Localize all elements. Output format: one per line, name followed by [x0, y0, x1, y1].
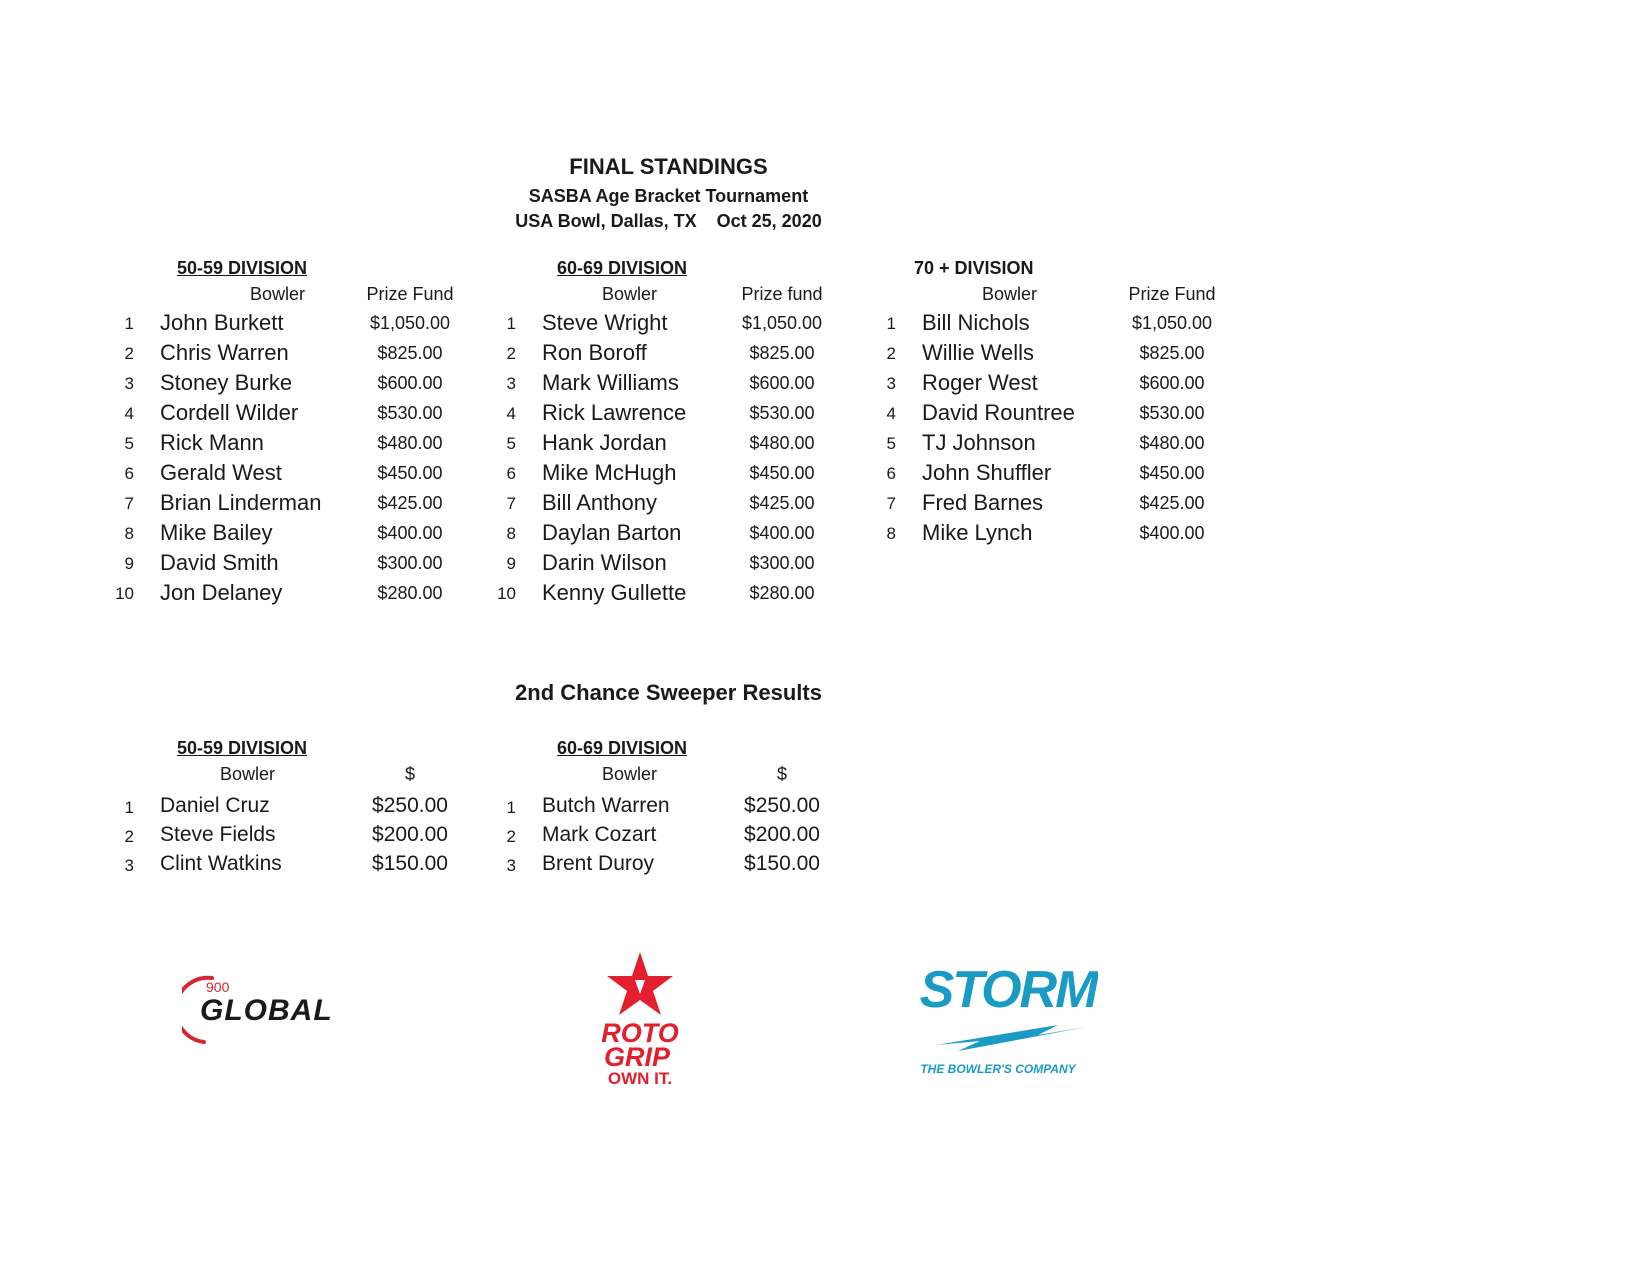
rank-number: 1: [886, 314, 896, 333]
prize-amount: $150.00: [744, 852, 820, 875]
bowler-name: Rick Lawrence: [542, 400, 687, 425]
sweeper-title: 2nd Chance Sweeper Results: [515, 680, 822, 705]
standings-row: [502, 520, 862, 548]
prize-amount: $600.00: [749, 373, 815, 393]
svg-text:ROTO: ROTO: [601, 1018, 679, 1048]
prize-amount: $300.00: [377, 553, 443, 573]
standings-row: [120, 400, 480, 428]
standings-row: [120, 823, 480, 851]
rank-number: 3: [124, 856, 134, 875]
tournament-name: SASBA Age Bracket Tournament: [528, 186, 809, 206]
bowler-name: Chris Warren: [160, 340, 289, 365]
prize-amount: $450.00: [377, 463, 443, 483]
standings-row: [882, 430, 1242, 458]
bowler-name: Roger West: [922, 370, 1038, 395]
standings-row: [502, 310, 862, 338]
prize-amount: $425.00: [377, 493, 443, 513]
rank-number: 1: [124, 798, 134, 817]
standings-row: [115, 580, 480, 608]
prize-amount: $250.00: [744, 794, 820, 817]
standings-row: [502, 823, 862, 851]
bowler-name: Rick Mann: [160, 430, 264, 455]
standings-row: [120, 460, 480, 488]
rank-number: 3: [506, 374, 516, 393]
standings-row: [882, 520, 1242, 548]
bowler-column-header: Bowler: [982, 284, 1038, 304]
bowler-name: Mike Bailey: [160, 520, 273, 545]
bowler-name: Cordell Wilder: [160, 400, 299, 425]
standings-row: [502, 430, 862, 458]
standings-row: [502, 550, 862, 578]
bowler-name: Steve Wright: [542, 310, 668, 335]
prize-amount: $280.00: [749, 583, 815, 603]
prize-column-header: Prize fund: [741, 284, 823, 304]
rank-number: 2: [506, 344, 516, 363]
prize-amount: $1,050.00: [1131, 313, 1213, 333]
rank-number: 4: [506, 404, 516, 423]
prize-amount: $280.00: [377, 583, 443, 603]
standings-row: [502, 460, 862, 488]
bowler-name: Daylan Barton: [542, 520, 682, 545]
division-title: 50-59 DIVISION: [177, 258, 308, 278]
prize-amount: $480.00: [1139, 433, 1205, 453]
prize-amount: $150.00: [372, 852, 448, 875]
bowler-name: Ron Boroff: [542, 340, 647, 365]
rank-number: 3: [506, 856, 516, 875]
division-title: 70 + DIVISION: [914, 258, 1034, 278]
bowler-name: Jon Delaney: [160, 580, 283, 605]
bowler-name: TJ Johnson: [922, 430, 1036, 455]
prize-column-header: Prize Fund: [366, 284, 454, 304]
rank-number: 2: [124, 344, 134, 363]
svg-text:GLOBAL: GLOBAL: [200, 994, 333, 1027]
prize-amount: $200.00: [744, 823, 820, 846]
standings-row: [882, 490, 1242, 518]
bowler-name: Brian Linderman: [160, 490, 322, 515]
bowler-name: Clint Watkins: [160, 852, 282, 875]
bowler-column-header: Bowler: [602, 284, 658, 304]
standings-row: [502, 490, 862, 518]
bowler-name: Mike McHugh: [542, 460, 677, 485]
rank-number: 5: [124, 434, 134, 453]
rank-number: 7: [886, 494, 896, 513]
bowler-column-header: Bowler: [220, 764, 276, 784]
prize-amount: $1,050.00: [369, 313, 451, 333]
rank-number: 10: [497, 584, 516, 603]
bowler-name: Daniel Cruz: [160, 794, 270, 817]
bowler-name: Bill Nichols: [922, 310, 1030, 335]
rank-number: 5: [886, 434, 896, 453]
standings-row: [502, 400, 862, 428]
standings-row: [120, 490, 480, 518]
bowler-name: David Rountree: [922, 400, 1075, 425]
bowler-name: John Burkett: [160, 310, 284, 335]
rank-number: 2: [886, 344, 896, 363]
roto-grip-logo: [565, 950, 715, 1085]
division-table: [502, 738, 862, 881]
rank-number: 1: [506, 798, 516, 817]
prize-column-header: $: [404, 764, 415, 784]
bowler-name: Hank Jordan: [542, 430, 667, 455]
prize-amount: $600.00: [1139, 373, 1205, 393]
bowler-name: Mark Williams: [542, 370, 679, 395]
standings-row: [120, 852, 480, 880]
division-title: 60-69 DIVISION: [557, 258, 688, 278]
rank-number: 5: [506, 434, 516, 453]
bowler-name: Darin Wilson: [542, 550, 667, 575]
prize-amount: $825.00: [1139, 343, 1205, 363]
bowler-column-header: Bowler: [250, 284, 306, 304]
standings-row: [502, 340, 862, 368]
standings-row: [120, 370, 480, 398]
rank-number: 6: [886, 464, 896, 483]
bowler-name: Willie Wells: [922, 340, 1035, 365]
prize-amount: $300.00: [749, 553, 815, 573]
rank-number: 4: [124, 404, 134, 423]
standings-row: [502, 852, 862, 880]
bowler-name: Fred Barnes: [922, 490, 1044, 515]
standings-row: [882, 310, 1242, 338]
standings-row: [502, 794, 862, 822]
division-table: [115, 258, 480, 610]
bowler-name: Brent Duroy: [542, 852, 655, 875]
standings-row: [882, 340, 1242, 368]
bowler-name: Mike Lynch: [922, 520, 1033, 545]
prize-amount: $400.00: [1139, 523, 1205, 543]
prize-amount: $825.00: [749, 343, 815, 363]
rank-number: 4: [886, 404, 896, 423]
global-900-logo: [182, 970, 362, 1050]
bowler-name: Bill Anthony: [542, 490, 657, 515]
prize-amount: $400.00: [749, 523, 815, 543]
prize-amount: $480.00: [749, 433, 815, 453]
rank-number: 7: [506, 494, 516, 513]
bowler-name: Mark Cozart: [542, 823, 657, 846]
prize-amount: $425.00: [1139, 493, 1205, 513]
bowler-name: Gerald West: [160, 460, 282, 485]
rank-number: 7: [124, 494, 134, 513]
prize-amount: $480.00: [377, 433, 443, 453]
rank-number: 8: [506, 524, 516, 543]
prize-amount: $400.00: [377, 523, 443, 543]
prize-amount: $200.00: [372, 823, 448, 846]
storm-logo-mark: [918, 955, 1098, 1080]
rank-number: 1: [124, 314, 134, 333]
rank-number: 10: [115, 584, 134, 603]
standings-row: [882, 370, 1242, 398]
standings-row: [497, 580, 862, 608]
rank-number: 2: [124, 827, 134, 846]
standings-row: [120, 430, 480, 458]
bowler-name: Steve Fields: [160, 823, 276, 846]
bowler-name: John Shuffler: [922, 460, 1052, 485]
storm-logo: [918, 955, 1098, 1080]
rank-number: 2: [506, 827, 516, 846]
bowler-name: David Smith: [160, 550, 279, 575]
prize-amount: $600.00: [377, 373, 443, 393]
prize-column-header: Prize Fund: [1128, 284, 1216, 304]
standings-row: [502, 370, 862, 398]
prize-amount: $1,050.00: [741, 313, 823, 333]
roto-grip-logo-mark: [565, 950, 715, 1085]
standings-row: [120, 310, 480, 338]
rank-number: 9: [506, 554, 516, 573]
standings-row: [120, 520, 480, 548]
prize-amount: $450.00: [1139, 463, 1205, 483]
rank-number: 6: [506, 464, 516, 483]
rank-number: 8: [886, 524, 896, 543]
standings-row: [120, 794, 480, 822]
rank-number: 3: [886, 374, 896, 393]
standings-row: [882, 460, 1242, 488]
prize-amount: $825.00: [377, 343, 443, 363]
rank-number: 3: [124, 374, 134, 393]
division-table: [882, 258, 1242, 550]
prize-amount: $450.00: [749, 463, 815, 483]
bowler-column-header: Bowler: [602, 764, 658, 784]
division-title: 60-69 DIVISION: [557, 738, 688, 758]
rank-number: 8: [124, 524, 134, 543]
bowler-name: Kenny Gullette: [542, 580, 687, 605]
rank-number: 6: [124, 464, 134, 483]
rank-number: 9: [124, 554, 134, 573]
prize-amount: $530.00: [377, 403, 443, 423]
division-title: 50-59 DIVISION: [177, 738, 308, 758]
global-900-logo-mark: [182, 970, 362, 1050]
division-table: [120, 738, 480, 881]
division-table: [497, 258, 862, 610]
page-title: FINAL STANDINGS: [569, 154, 768, 179]
prize-amount: $530.00: [749, 403, 815, 423]
rank-number: 1: [506, 314, 516, 333]
bowler-name: Butch Warren: [542, 794, 670, 817]
prize-amount: $250.00: [372, 794, 448, 817]
location-date: USA Bowl, Dallas, TX Oct 25, 2020: [515, 211, 822, 231]
prize-column-header: $: [776, 764, 787, 784]
svg-text:OWN IT.: OWN IT.: [607, 1069, 673, 1085]
svg-text:THE BOWLER'S COMPANY: THE BOWLER'S COMPANY: [920, 1062, 1076, 1076]
svg-text:STORM: STORM: [919, 961, 1097, 1019]
bowler-name: Stoney Burke: [160, 370, 293, 395]
svg-text:GRIP: GRIP: [603, 1042, 671, 1072]
standings-row: [120, 340, 480, 368]
prize-amount: $530.00: [1139, 403, 1205, 423]
svg-text:900: 900: [206, 979, 230, 995]
standings-row: [120, 550, 480, 578]
prize-amount: $425.00: [749, 493, 815, 513]
standings-row: [882, 400, 1242, 428]
